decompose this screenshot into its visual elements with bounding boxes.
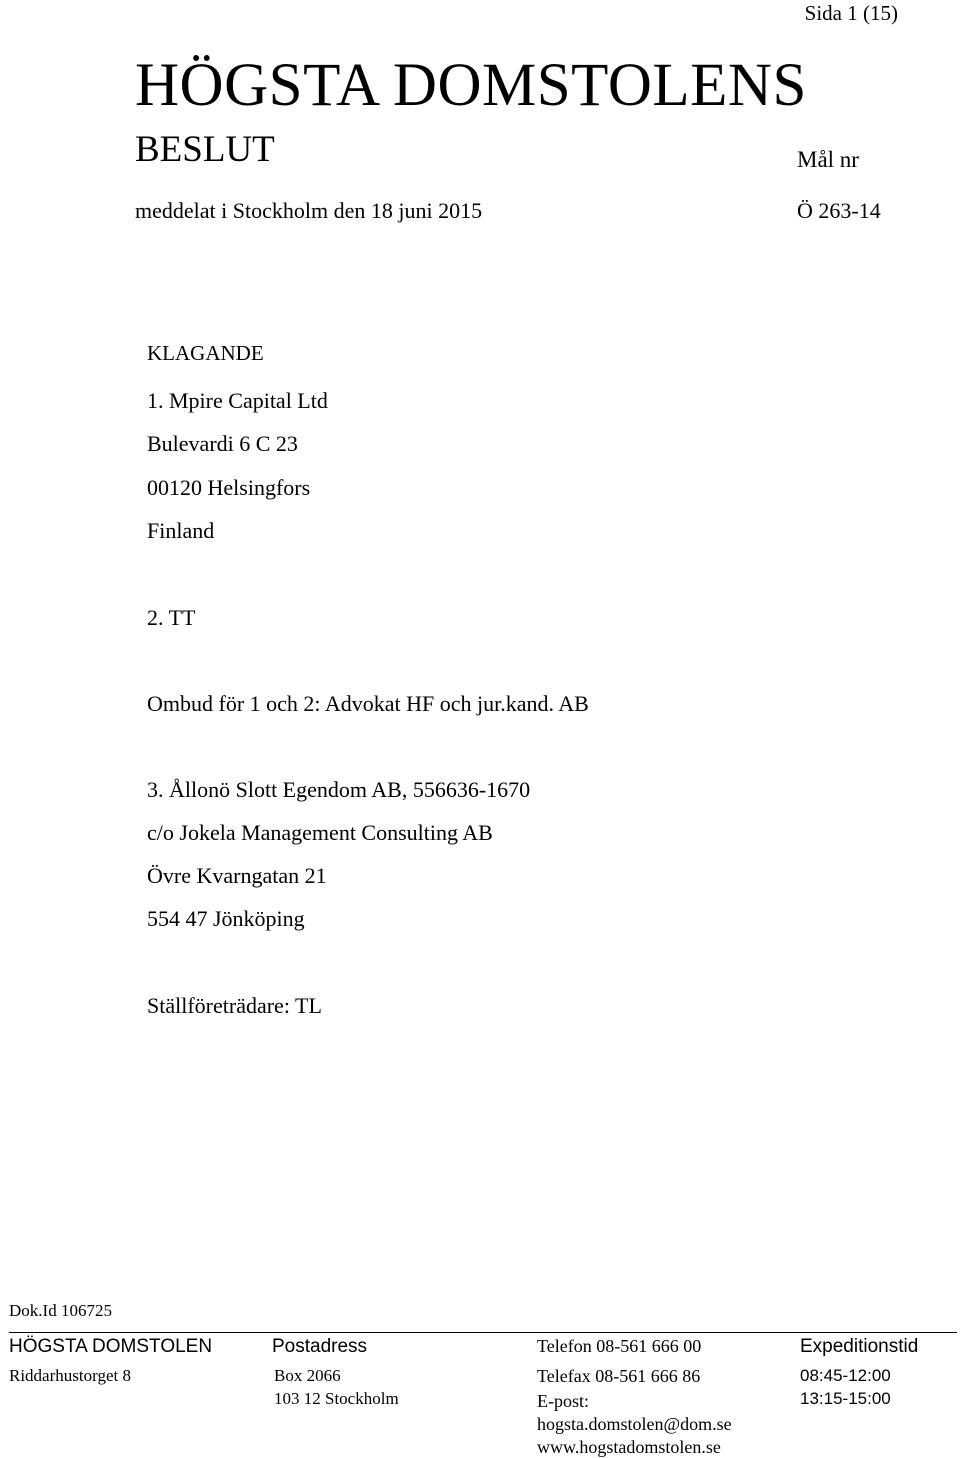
footer-phone: Telefon 08-561 666 00 [537,1336,702,1356]
party-3-address: Övre Kvarngatan 21 [147,863,327,888]
party-1-name: 1. Mpire Capital Ltd [147,388,328,413]
party-1-country: Finland [147,518,215,543]
footer-postal-box: Box 2066 [274,1366,341,1385]
footer-postal-city: 103 12 Stockholm [274,1389,399,1408]
party-1-postal: 00120 Helsingfors [147,475,311,500]
footer-court-address: Riddarhustorget 8 [9,1366,131,1385]
footer-website[interactable]: www.hogstadomstolen.se [537,1437,721,1457]
deputy: Ställföreträdare: TL [147,993,322,1018]
party-3-name: 3. Ållonö Slott Egendom AB, 556636-1670 [147,777,531,802]
footer-hours-afternoon: 13:15-15:00 [800,1389,891,1408]
document-id: Dok.Id 106725 [9,1301,112,1320]
party-1-address: Bulevardi 6 C 23 [147,431,298,456]
footer-email-label: E-post: [537,1391,589,1411]
footer-hours-morning: 08:45-12:00 [800,1366,891,1385]
footer-email[interactable]: hogsta.domstolen@dom.se [537,1414,732,1434]
decision-date: meddelat i Stockholm den 18 juni 2015 [135,198,483,223]
case-number: Ö 263-14 [797,198,881,223]
page-number: Sida 1 (15) [804,1,898,25]
case-number-label: Mål nr [797,147,859,172]
footer-fax: Telefax 08-561 666 86 [537,1366,701,1386]
footer-hours-heading: Expeditionstid [800,1336,919,1357]
footer-postal-heading: Postadress [272,1336,368,1357]
court-title: HÖGSTA DOMSTOLENS [135,52,807,119]
footer-court-heading: HÖGSTA DOMSTOLEN [9,1336,213,1357]
party-3-postal: 554 47 Jönköping [147,906,305,931]
appellants-heading: KLAGANDE [147,341,264,365]
document-type: BESLUT [135,129,275,170]
party-2-name: 2. TT [147,605,196,630]
counsel: Ombud för 1 och 2: Advokat HF och jur.kand. AB [147,691,589,716]
footer-divider [9,1332,957,1333]
party-3-co: c/o Jokela Management Consulting AB [147,820,493,845]
